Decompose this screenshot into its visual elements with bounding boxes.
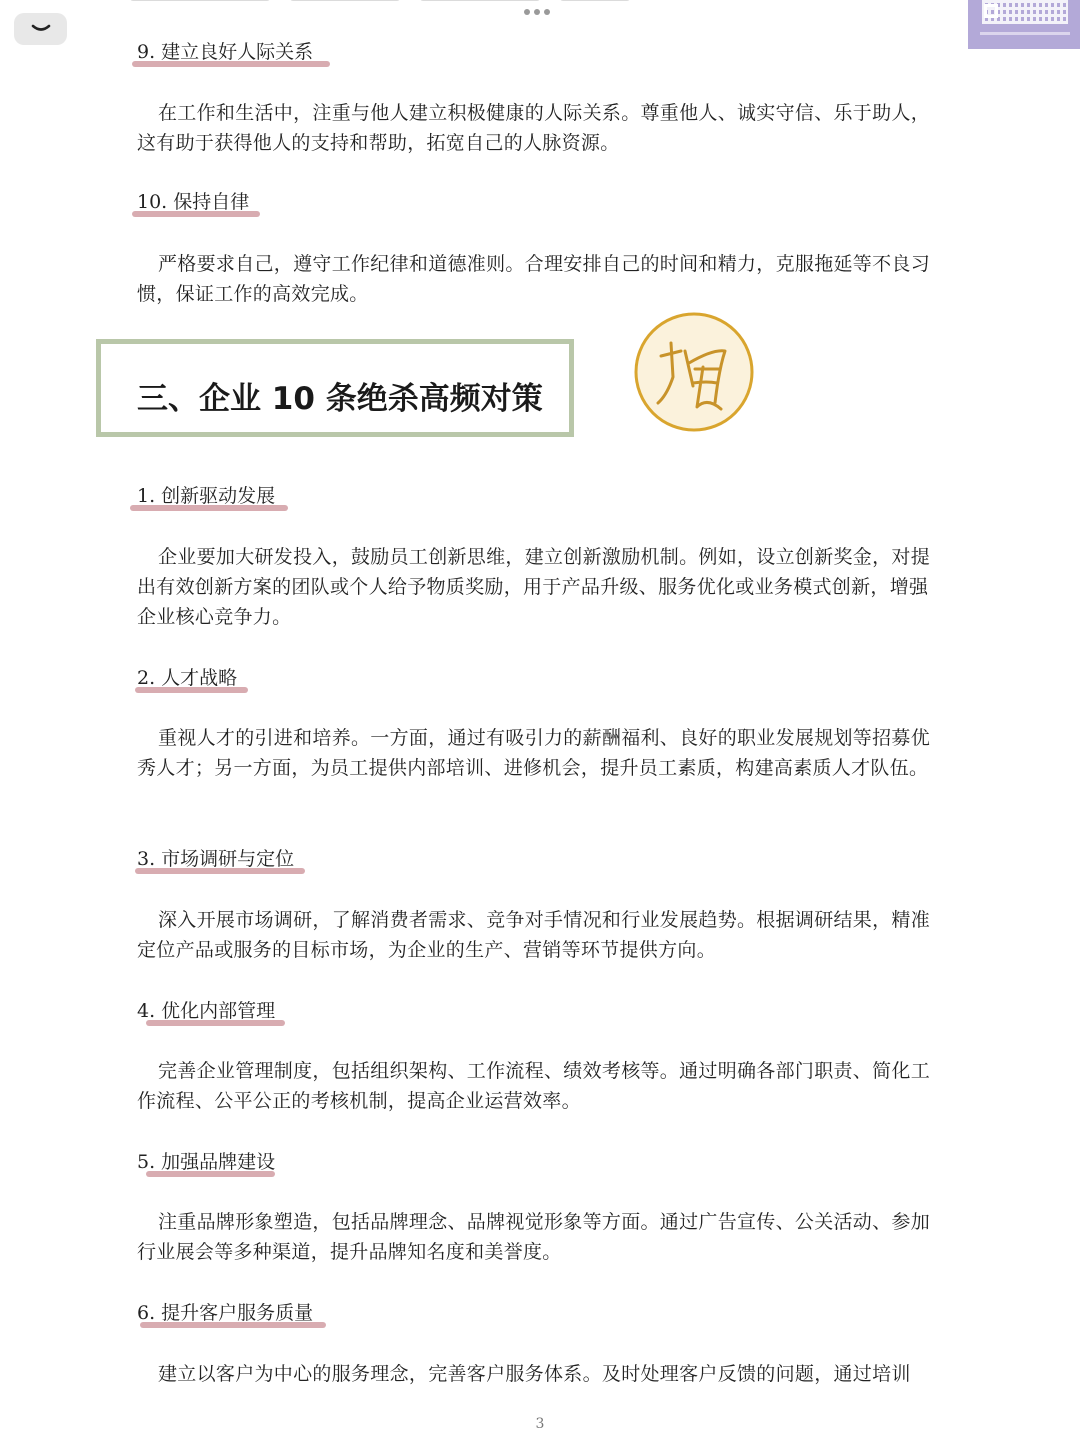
item-title: 保持自律 bbox=[173, 191, 250, 213]
item-paragraph: 企业要加大研发投入，鼓励员工创新思维，建立创新激励机制。例如，设立创新奖金，对提出有效创新方案的团队或个人给予物质奖励，用于产品升级、服务优化或业务模式创新，增强企业核心竞争力。 bbox=[137, 546, 931, 628]
item-title: 优化内部管理 bbox=[161, 1000, 276, 1022]
item-paragraph: 重视人才的引进和培养。一方面，通过有吸引力的薪酬福利、良好的职业发展规划等招募优秀人才；另一方面，为员工提供内部培训、进修机会，提升员工素质，构建高素质人才队伍。 bbox=[137, 727, 931, 779]
item-heading bbox=[137, 487, 275, 506]
chevron-down-icon bbox=[30, 23, 52, 35]
item-heading bbox=[137, 850, 294, 869]
item-heading bbox=[137, 1002, 275, 1021]
collapse-button[interactable] bbox=[14, 13, 67, 45]
item-paragraph: 在工作和生活中，注重与他人建立积极健康的人际关系。尊重他人、诚实守信、乐于助人，这有助于获得他人的支持和帮助，拓宽自己的人脉资源。 bbox=[137, 102, 931, 154]
qr-code-thumbnail[interactable] bbox=[968, 0, 1080, 49]
item-title: 人才战略 bbox=[161, 667, 238, 689]
item-number: 6. bbox=[137, 1302, 156, 1324]
item-title: 建立良好人际关系 bbox=[161, 41, 314, 63]
item-paragraph: 建立以客户为中心的服务理念，完善客户服务体系。及时处理客户反馈的问题，通过培训 bbox=[158, 1363, 911, 1385]
item-paragraph: 完善企业管理制度，包括组织架构、工作流程、绩效考核等。通过明确各部门职责、简化工作流程、公平公正的考核机制，提高企业运营效率。 bbox=[137, 1060, 931, 1112]
item-number: 1. bbox=[137, 485, 156, 507]
item-paragraph: 深入开展市场调研，了解消费者需求、竞争对手情况和行业发展趋势。根据调研结果，精准定位产品或服务的目标市场，为企业的生产、营销等环节提供方向。 bbox=[137, 909, 931, 961]
item-heading bbox=[137, 43, 313, 62]
item-number: 4. bbox=[137, 1000, 156, 1022]
page-number: 3 bbox=[535, 1416, 545, 1432]
item-heading bbox=[137, 1153, 275, 1172]
item-title: 创新驱动发展 bbox=[161, 485, 276, 507]
cut-off-text-line bbox=[130, 0, 850, 4]
item-number: 10. bbox=[137, 191, 168, 213]
seal-stamp bbox=[633, 311, 755, 433]
more-dots-icon[interactable] bbox=[524, 9, 550, 15]
item-title: 加强品牌建设 bbox=[161, 1151, 276, 1173]
item-number: 2. bbox=[137, 667, 156, 689]
qr-code-icon bbox=[984, 4, 998, 18]
item-number: 3. bbox=[137, 848, 156, 870]
item-paragraph: 严格要求自己，遵守工作纪律和道德准则。合理安排自己的时间和精力，克服拖延等不良习惯，保证工作的高效完成。 bbox=[137, 253, 931, 305]
item-number: 9. bbox=[137, 41, 156, 63]
item-number: 5. bbox=[137, 1151, 156, 1173]
item-heading bbox=[137, 669, 237, 688]
section-title: 三、企业 10 条绝杀高频对策 bbox=[137, 381, 543, 417]
item-heading bbox=[137, 1304, 313, 1323]
item-title: 市场调研与定位 bbox=[161, 848, 295, 870]
item-heading bbox=[137, 193, 249, 212]
item-title: 提升客户服务质量 bbox=[161, 1302, 314, 1324]
item-paragraph: 注重品牌形象塑造，包括品牌理念、品牌视觉形象等方面。通过广告宣传、公关活动、参加行业展会等多种渠道，提升品牌知名度和美誉度。 bbox=[137, 1211, 931, 1263]
